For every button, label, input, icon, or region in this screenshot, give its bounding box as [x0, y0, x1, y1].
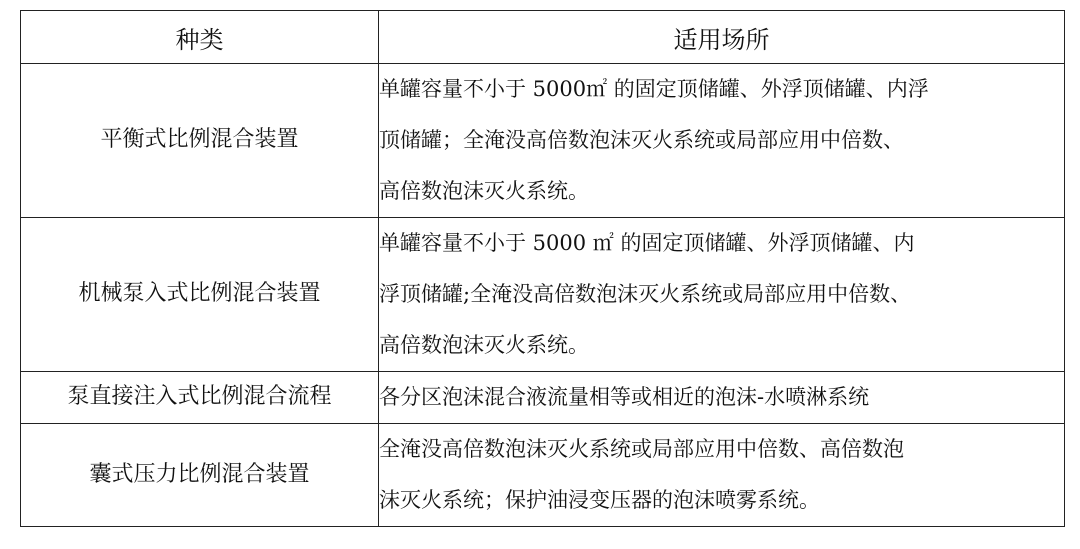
use-line: 全淹没高倍数泡沫灭火系统或局部应用中倍数、高倍数泡 [379, 437, 904, 461]
use-line: 各分区泡沫混合液流量相等或相近的泡沫-水喷淋系统 [379, 385, 870, 409]
use-line: 浮顶储罐;全淹没高倍数泡沫灭火系统或局部应用中倍数、 [379, 282, 912, 306]
use-line: 单罐容量不小于 5000㎡ 的固定顶储罐、外浮顶储罐、内浮 [379, 77, 929, 101]
use-line: 顶储罐；全淹没高倍数泡沫灭火系统或局部应用中倍数、 [379, 128, 904, 152]
table-row [21, 218, 1065, 372]
use-cell [379, 218, 1065, 372]
use-line: 单罐容量不小于 5000 ㎡ 的固定顶储罐、外浮顶储罐、内 [379, 231, 915, 255]
type-cell: 泵直接注入式比例混合流程 [21, 372, 379, 424]
table-header-row [21, 11, 1065, 64]
use-cell [379, 424, 1065, 527]
use-line: 沫灭火系统；保护油浸变压器的泡沫喷雾系统。 [379, 488, 820, 512]
table-row [21, 64, 1065, 218]
type-cell: 机械泵入式比例混合装置 [21, 218, 379, 372]
header-type: 种类 [21, 11, 379, 64]
use-cell [379, 372, 1065, 424]
type-cell: 平衡式比例混合装置 [21, 64, 379, 218]
table-row [21, 424, 1065, 527]
use-cell [379, 64, 1065, 218]
type-cell: 囊式压力比例混合装置 [21, 424, 379, 527]
table-row [21, 372, 1065, 424]
header-use: 适用场所 [379, 11, 1065, 64]
use-line: 高倍数泡沫灭火系统。 [379, 179, 589, 203]
foam-proportioner-table [20, 10, 1065, 527]
use-line: 高倍数泡沫灭火系统。 [379, 333, 589, 357]
